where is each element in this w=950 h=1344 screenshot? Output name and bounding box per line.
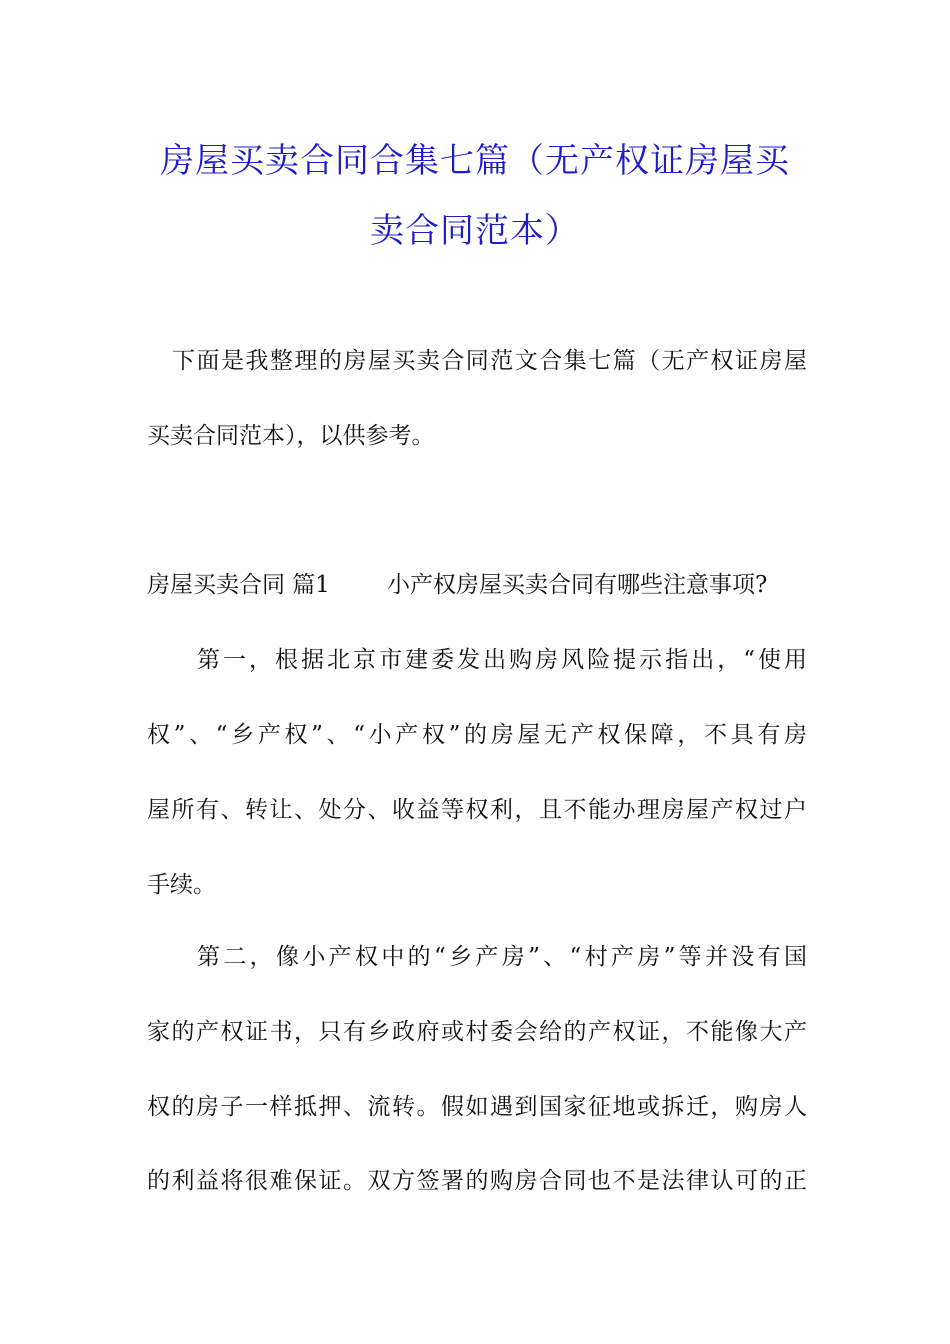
document-title-line-1: 房屋买卖合同合集七篇（无产权证房屋买 [160,141,790,181]
paragraph-2-line-2: 家的产权证书，只有乡政府或村委会给的产权证，不能像大产 [147,1019,807,1045]
paragraph-2-line-1: 第二，像小产权中的“乡产房”、“村产房”等并没有国 [197,944,807,970]
paragraph-2-line-3: 权的房子一样抵押、流转。假如遇到国家征地或拆迁，购房人 [147,1094,807,1120]
intro-line-2: 买卖合同范本），以供参考。 [147,423,435,449]
paragraph-1-line-3: 屋所有、转让、处分、收益等权利，且不能办理房屋产权过户 [147,797,807,823]
document-title-line-2: 卖合同范本） [370,211,580,251]
section-heading [147,570,807,600]
paragraph-2-line-4: 的利益将很难保证。双方签署的购房合同也不是法律认可的正 [147,1168,807,1194]
section-title: 小产权房屋买卖合同有哪些注意事项? [387,572,768,598]
paragraph-1-line-4: 手续。 [147,872,216,898]
paragraph-1-line-2: 权”、“乡产权”、“小产权”的房屋无产权保障，不具有房 [147,722,807,748]
intro-line-1: 下面是我整理的房屋买卖合同范文合集七篇（无产权证房屋 [172,348,807,374]
paragraph-1-line-1: 第一，根据北京市建委发出购房风险提示指出，“使用 [197,647,807,673]
section-label: 房屋买卖合同 篇1 [147,572,330,598]
